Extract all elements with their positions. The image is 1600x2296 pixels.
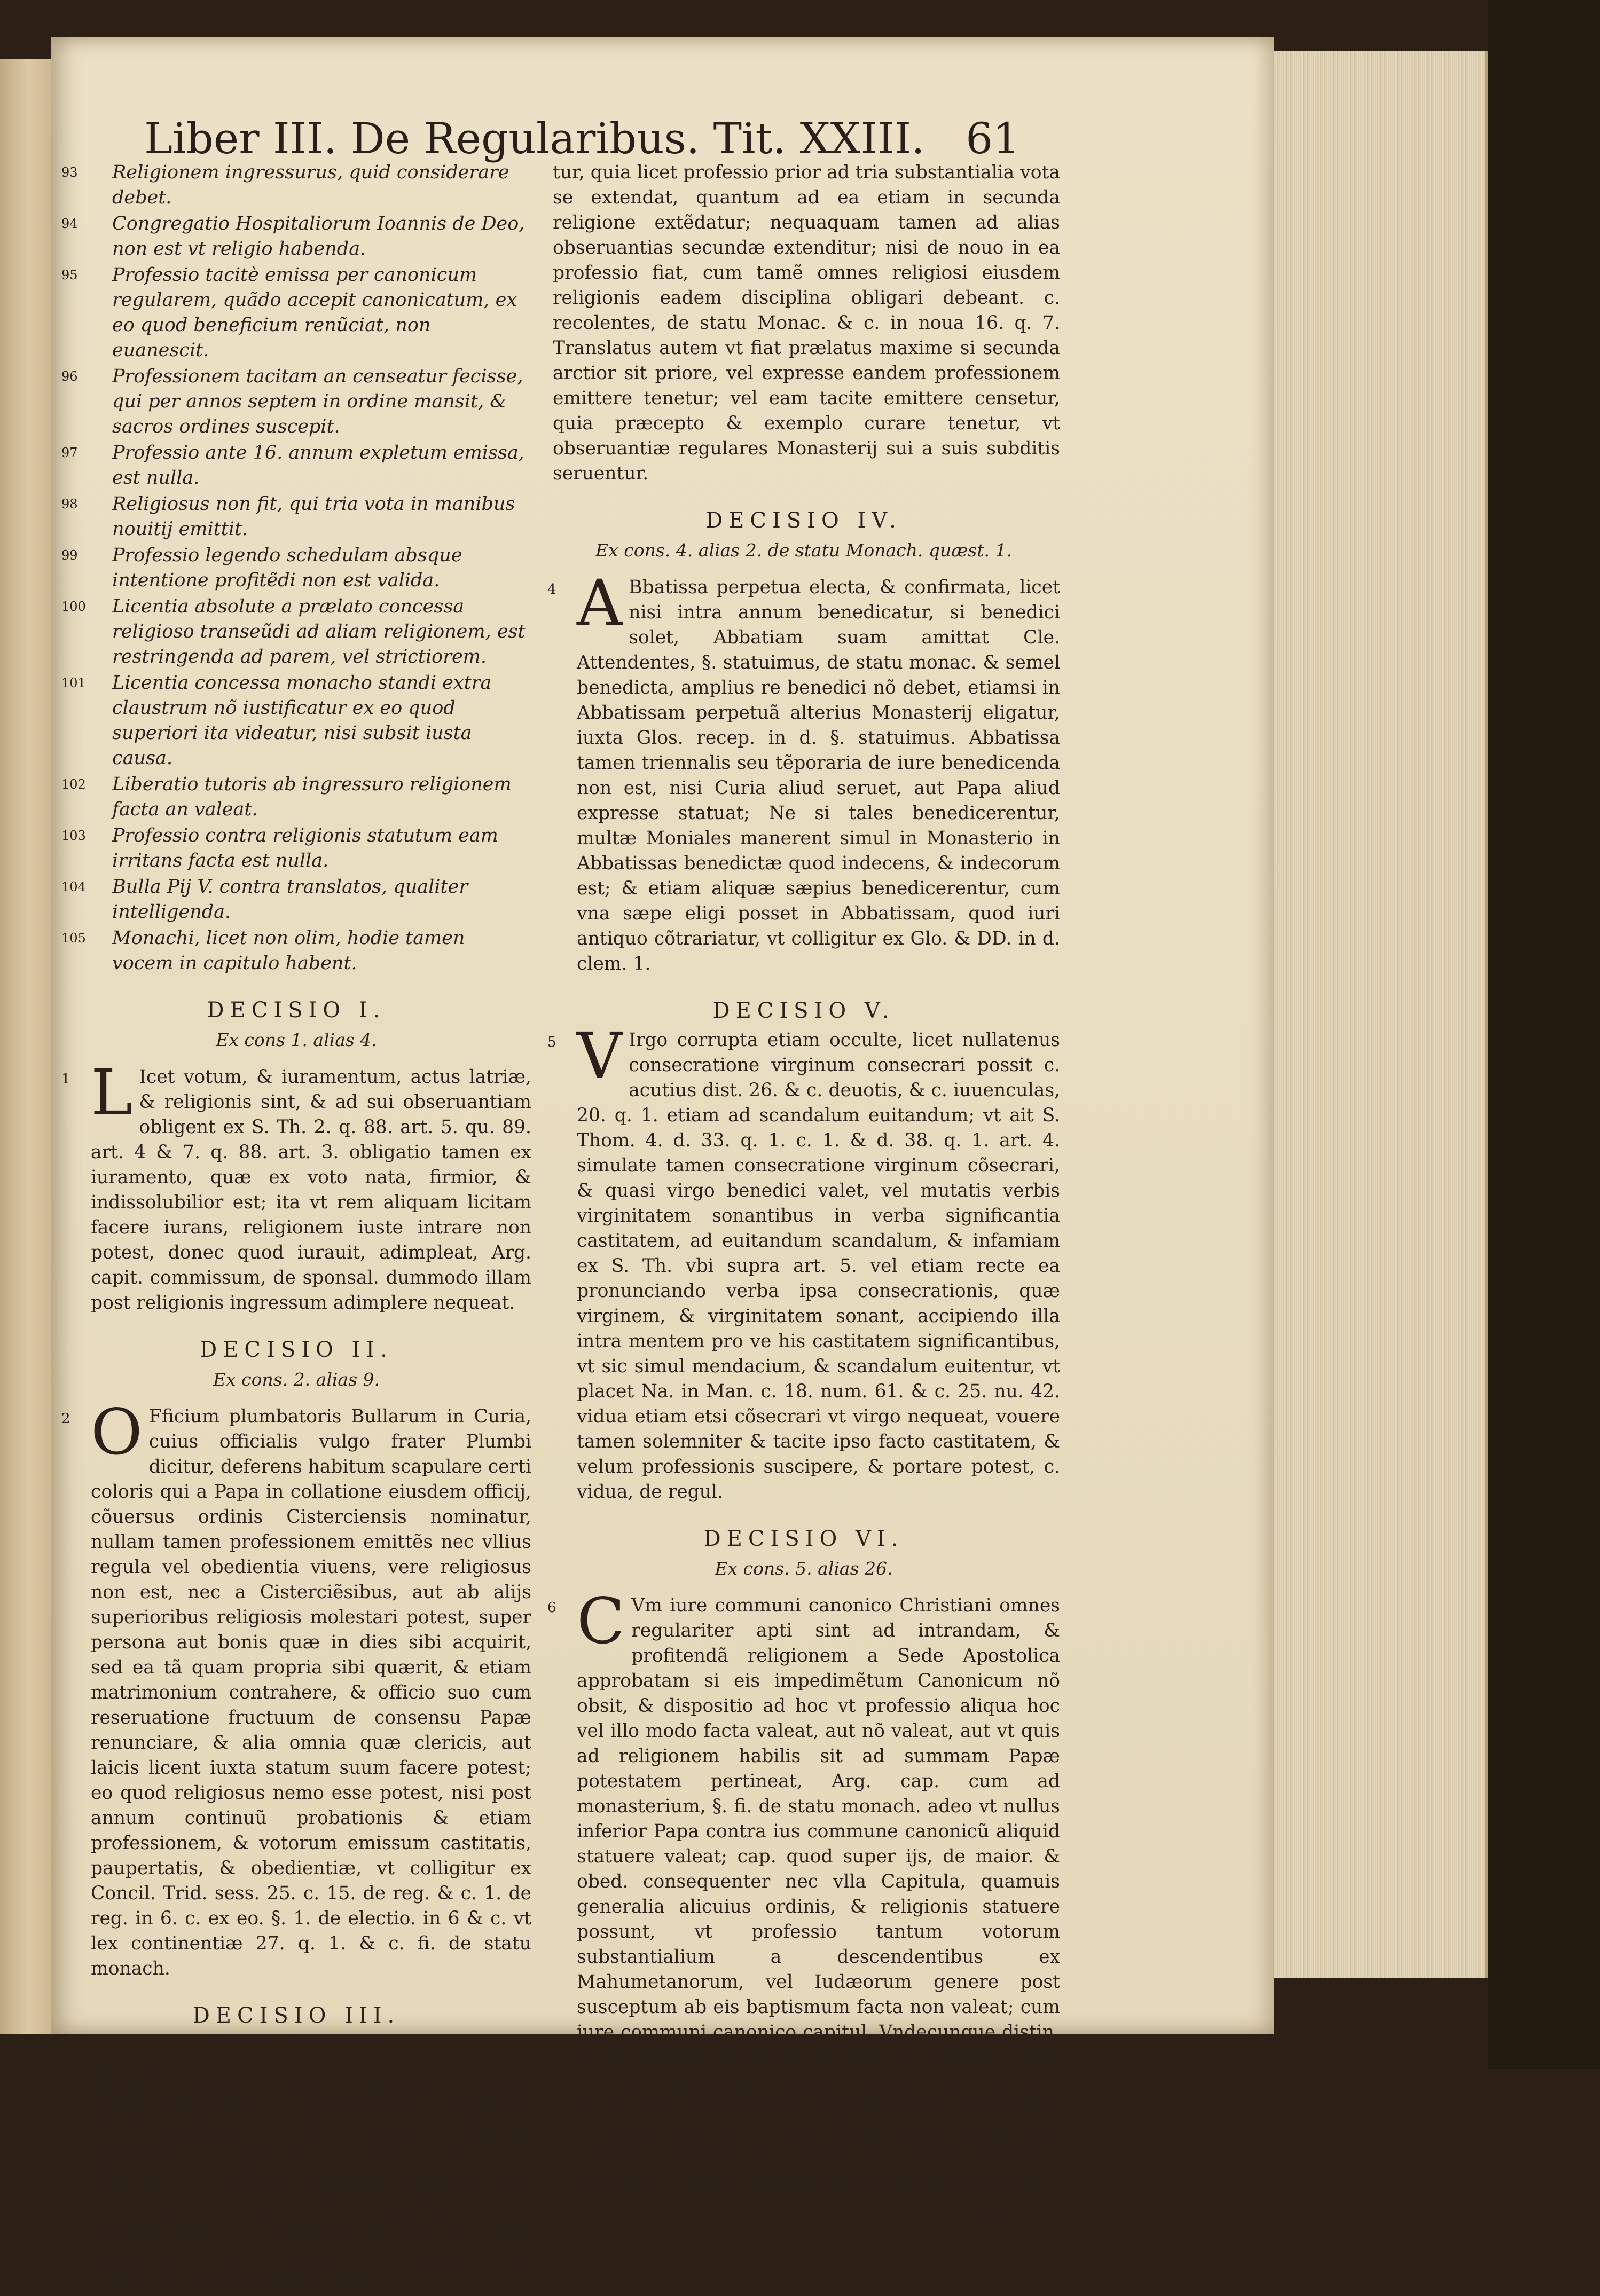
- decisio-5: [547, 996, 1060, 1505]
- paragraph-number: 2: [61, 1411, 70, 1427]
- index-entry: 104 Bulla Pij V. contra translatos, qualiter intelligenda.: [61, 876, 468, 923]
- decisio-text: 6 C Vm iure communi canonico Christiani omnes regulariter apti sint ad intrandam, & profitendã religionem a Sede Apostolica approbatam si eis impedimẽtum Canonicum nõ obsit, & dispositio ad hoc vt professio aliqua hoc vel illo modo facta valeat, aut nõ valeat, aut vt quis ad religionem habilis sit ad summam Papæ potestatem pertineat, Arg. cap. cum ad monasterium, §. fi. de statu monach. adeo vt nullus inferior Papa contra ius commune canonicũ aliquid statuere valeat; cap. quod super ijs, de maior. & obed. consequenter nec vlla Capitula, quamuis generalia alicuius ordinis, & religionis statuere possunt, vt professio tantum votorum substantialium a descendentibus ex Mahumetanorum, vel Iudæorum genere post susceptum ab eis baptismum facta non valeat; cum iure communi canonico capitul. Vndecunque distin. 56 & capitulo, recurrat. 32. quæ. 4. & capitul. eam tu. de præscrip. tales intrare, & profiteri religionem approbatam nõ prohibeantur; Et statuta in contrarium ab inferiori Papa facta, tanquã iuri cõmuni contraria non valent; etsi statuta religionis in genere a Papa cõfirmata sint; quia ab eo tãtum: [547, 1584, 1060, 2193]
- drop-cap: A: [577, 566, 623, 640]
- decisio-text: 4 A Bbatissa perpetua electa, & confirmata, licet nisi intra annum benedicatur, si benedici solet, Abbatiam suam amittat Cle. Attendentes, §. statuimus, de statu monac. & semel benedicta, amplius re benedici nõ debet, etiamsi in Abbatissam perpetuã alterius Monasterij eligatur, iuxta Glos. recep. in d. §. statuimus. Abbatissa tamen triennalis seu tẽporaria de iure benedicenda non est, nisi Curia aliud seruet, aut Papa aliud expresse statuat; Ne si tales benedicerentur, multæ Moniales manerent simul in Monasterio in Abbatissas benedictæ quod indecens, & indecorum est; & etiam aliquæ sæpius benedicerentur, cum vna sæpe eligi posset in Abbatissam, quod iuri antiquo cõtrariatur, vt colligitur ex Glo. & DD. in d. clem. 1.: [547, 566, 1060, 974]
- paragraph-number: 4: [547, 581, 556, 597]
- index-entry: 96 Professionem tacitam an censeatur fecisse, qui per annos septem in ordine mansit, & sacros ordines suscepit.: [61, 366, 523, 437]
- decisio-heading: DECISIO I.: [207, 998, 386, 1023]
- paragraph-number: 1: [61, 1071, 70, 1087]
- decisio-heading: DECISIO VI.: [703, 1527, 904, 1551]
- decisio-text: 3 M Onachus, seu regularis vnam religionem approbatam legitime professus, ad aliam religionẽ approbatam legitime transiens, de nouo profiteri in secunda religione tenetur; siue transferatur vt fiat in illa prælatus, siue vt maneat ibi, vt subditus, & sit de illius Monasterij. Nam si Monachus simplex sit, ea ratione de nouo profiteri tene-: [61, 2061, 531, 2294]
- decisio-text: 1 L Icet votum, & iuramentum, actus latriæ, & religionis sint, & ad sui obseruantiam obligent ex S. Th. 2. q. 88. art. 5. qu. 89. art. 4 & 7. q. 88. art. 3. obligatio tamen ex iuramento, quæ ex voto nata, firmior, & indissolubilior est; ita vt rem aliquam licitam facere iurans, religionem iuste intrare non potest, donec quod iurauit, adimpleat, Arg. capit. commissum, de sponsal. dummodo illam post religionis ingressum adimplere nequeat.: [61, 1056, 531, 1314]
- decisio-heading: DECISIO II.: [200, 1338, 393, 1362]
- index-entry: 105 Monachi, licet non olim, hodie tamen vocem in capitulo habent.: [61, 927, 465, 974]
- drop-cap: V: [577, 1019, 623, 1092]
- decisio-source: Ex cons. 4. alias 2. de statu Monach. quæst. 1.: [595, 540, 1012, 561]
- decisio-source: Ex cons. 5. alias 26.: [715, 1558, 893, 1579]
- catchword: sua-: [976, 2202, 1012, 2222]
- decisio-4: [547, 506, 1060, 977]
- index-entry: 100 Licentia absolute a prælato concessa religioso transeũdi ad aliam religionem, est restringenda ad parem, vel strictiorem.: [61, 596, 526, 667]
- decisio-3-continuation: tur, quia licet professio prior ad tria substantialia vota se extendat, quantum ad ea etiam in secunda religione extẽdatur; nequaquam tamen ad alias obseruantias secundæ extenditur; nisi de nouo in ea professio fiat, cum tamẽ omnes religiosi eiusdem religionis eadem disciplina obligari debeant. c. recolentes, de statu Monac. & c. in noua 16. q. 7. Translatus autem vt fiat prælatus maxime si secunda arctior sit priore, vel expresse eandem professionem emittere tenetur; vel eam tacite emittere censetur, quia præcepto & exemplo curare tenetur, vt obseruantiæ regulares Monasterij sui a suis subditis seruentur.: [553, 162, 1060, 484]
- decisio-2: [61, 1335, 531, 1982]
- page-block-edges: [1274, 51, 1488, 1978]
- decisio-6: [547, 1524, 1060, 2223]
- summary-index: [61, 160, 531, 976]
- index-entry: 101 Licentia concessa monacho standi extra claustrum nõ iustificatur ex eo quod superiori ita videatur, nisi subsit iusta causa.: [61, 672, 492, 769]
- page-number: 61: [966, 114, 1020, 163]
- index-entry: 94 Congregatio Hospitaliorum Ioannis de Deo, non est vt religio habenda.: [61, 213, 525, 260]
- signature-mark: F: [888, 2202, 900, 2222]
- decisio-heading: DECISIO III.: [192, 2003, 401, 2028]
- running-head: [144, 109, 1020, 168]
- index-entry: 98 Religiosus non fit, qui tria vota in manibus nouitij emittit.: [61, 493, 515, 540]
- decisio-text: 5 V Irgo corrupta etiam occulte, licet nullatenus consecratione virginum consecrari possit c. acutius dist. 26. & c. deuotis, & c. iuuenculas, 20. q. 1. etiam ad scandalum euitandum; vt ait S. Thom. 4. d. 33. q. 1. c. 1. & d. 38. q. 1. art. 4. simulate tamen consecratione virginum cõsecrari, & quasi virgo benedici valet, vel mutatis verbis virginitatem sonantibus in verba significantia castitatem, ad euitandum scandalum, & infamiam ex S. Th. vbi supra art. 5. vel etiam recte ea pronunciando verba ipsa consecrationis, quæ virginem, & virginitatem sonant, accipiendo illa intra mentem pro ve his castitatem significantibus, vt sic simul mendacium, & scandalum euitentur, vt placet Na. in Man. c. 18. num. 61. & c. 25. nu. 42. vidua etiam etsi cõsecrari vt virgo nequeat, vouere tamen solemniter & tacite ipso facto castitatem, & velum professionis suscipere, & portare potest, c. vidua, de regul.: [547, 1019, 1060, 1503]
- index-entry: 95 Professio tacitè emissa per canonicum regularem, quãdo accepit canonicatum, ex eo quod beneficium renũciat, non euanescit.: [61, 264, 517, 361]
- paragraph-number: 6: [547, 1600, 556, 1616]
- index-entry: 102 Liberatio tutoris ab ingressuro religionem facta an valeat.: [61, 774, 512, 820]
- decisio-heading: DECISIO V.: [712, 998, 895, 1023]
- drop-cap: O: [91, 1395, 143, 1469]
- decisio-source: Ex cons 1. alias 4.: [216, 1029, 377, 1050]
- signature-line: [547, 2196, 1060, 2223]
- index-entry: 97 Professio ante 16. annum expletum emissa, est nulla.: [61, 442, 524, 489]
- decisio-3: [61, 2001, 531, 2296]
- previous-page-edge: [0, 59, 51, 2034]
- drop-cap: L: [91, 1056, 133, 1129]
- decisio-1: [61, 995, 531, 1316]
- decisio-source: Ex cons. 3. alias 60.: [207, 2035, 386, 2056]
- left-column: [61, 160, 531, 2296]
- decisio-heading: DECISIO IV.: [705, 508, 902, 533]
- paragraph-number: 3: [61, 2077, 70, 2093]
- background-margin: [1488, 0, 1600, 2069]
- drop-cap: C: [577, 1584, 625, 1658]
- index-entry: 103 Professio contra religionis statutum eam irritans facta est nulla.: [61, 825, 498, 871]
- index-entry: 99 Professio legendo schedulam absque intentione profitẽdi non est valida.: [61, 545, 462, 591]
- decisio-source: Ex cons. 2. alias 9.: [213, 1369, 380, 1390]
- right-column: [547, 160, 1060, 2223]
- index-entry: 93 Religionem ingressurus, quid considerare debet.: [61, 162, 509, 208]
- paragraph-number: 5: [547, 1034, 556, 1050]
- running-title: Liber III. De Regularibus. Tit. XXIII.: [144, 114, 925, 163]
- decisio-text: 2 O Fficium plumbatoris Bullarum in Curia, cuius officialis vulgo frater Plumbi dicitur, deferens habitum scapulare certi coloris qui a Papa in collatione eiusdem officij, cõuersus ordinis Cisterciensis nominatur, nullam tamen professionem emittẽs nec vllius regula vel obedientia viuens, vere religiosus non est, nec a Cisterciẽsibus, aut ab alijs superioribus religiosis molestari potest, super persona aut bonis quæ in dies sibi acquirit, sed ea tã quam propria sibi quærit, & etiam matrimonium contrahere, & officio suo cum reseruatione fructuum de consensu Papæ renunciare, & alia omnia quæ clericis, aut laicis licent iuxta statum suum facere potest; eo quod religiosus nemo esse potest, nisi post annum continuũ probationis & etiam professionem, & votorum emissum castitatis, paupertatis, & obedientiæ, vt colligitur ex Concil. Trid. sess. 25. c. 15. de reg. & c. 1. de reg. in 6. c. ex eo. §. 1. de electio. in 6 & c. vt lex continentiæ 27. q. 1. & c. fi. de statu monach.: [61, 1395, 531, 1979]
- drop-cap: M: [91, 2061, 155, 2135]
